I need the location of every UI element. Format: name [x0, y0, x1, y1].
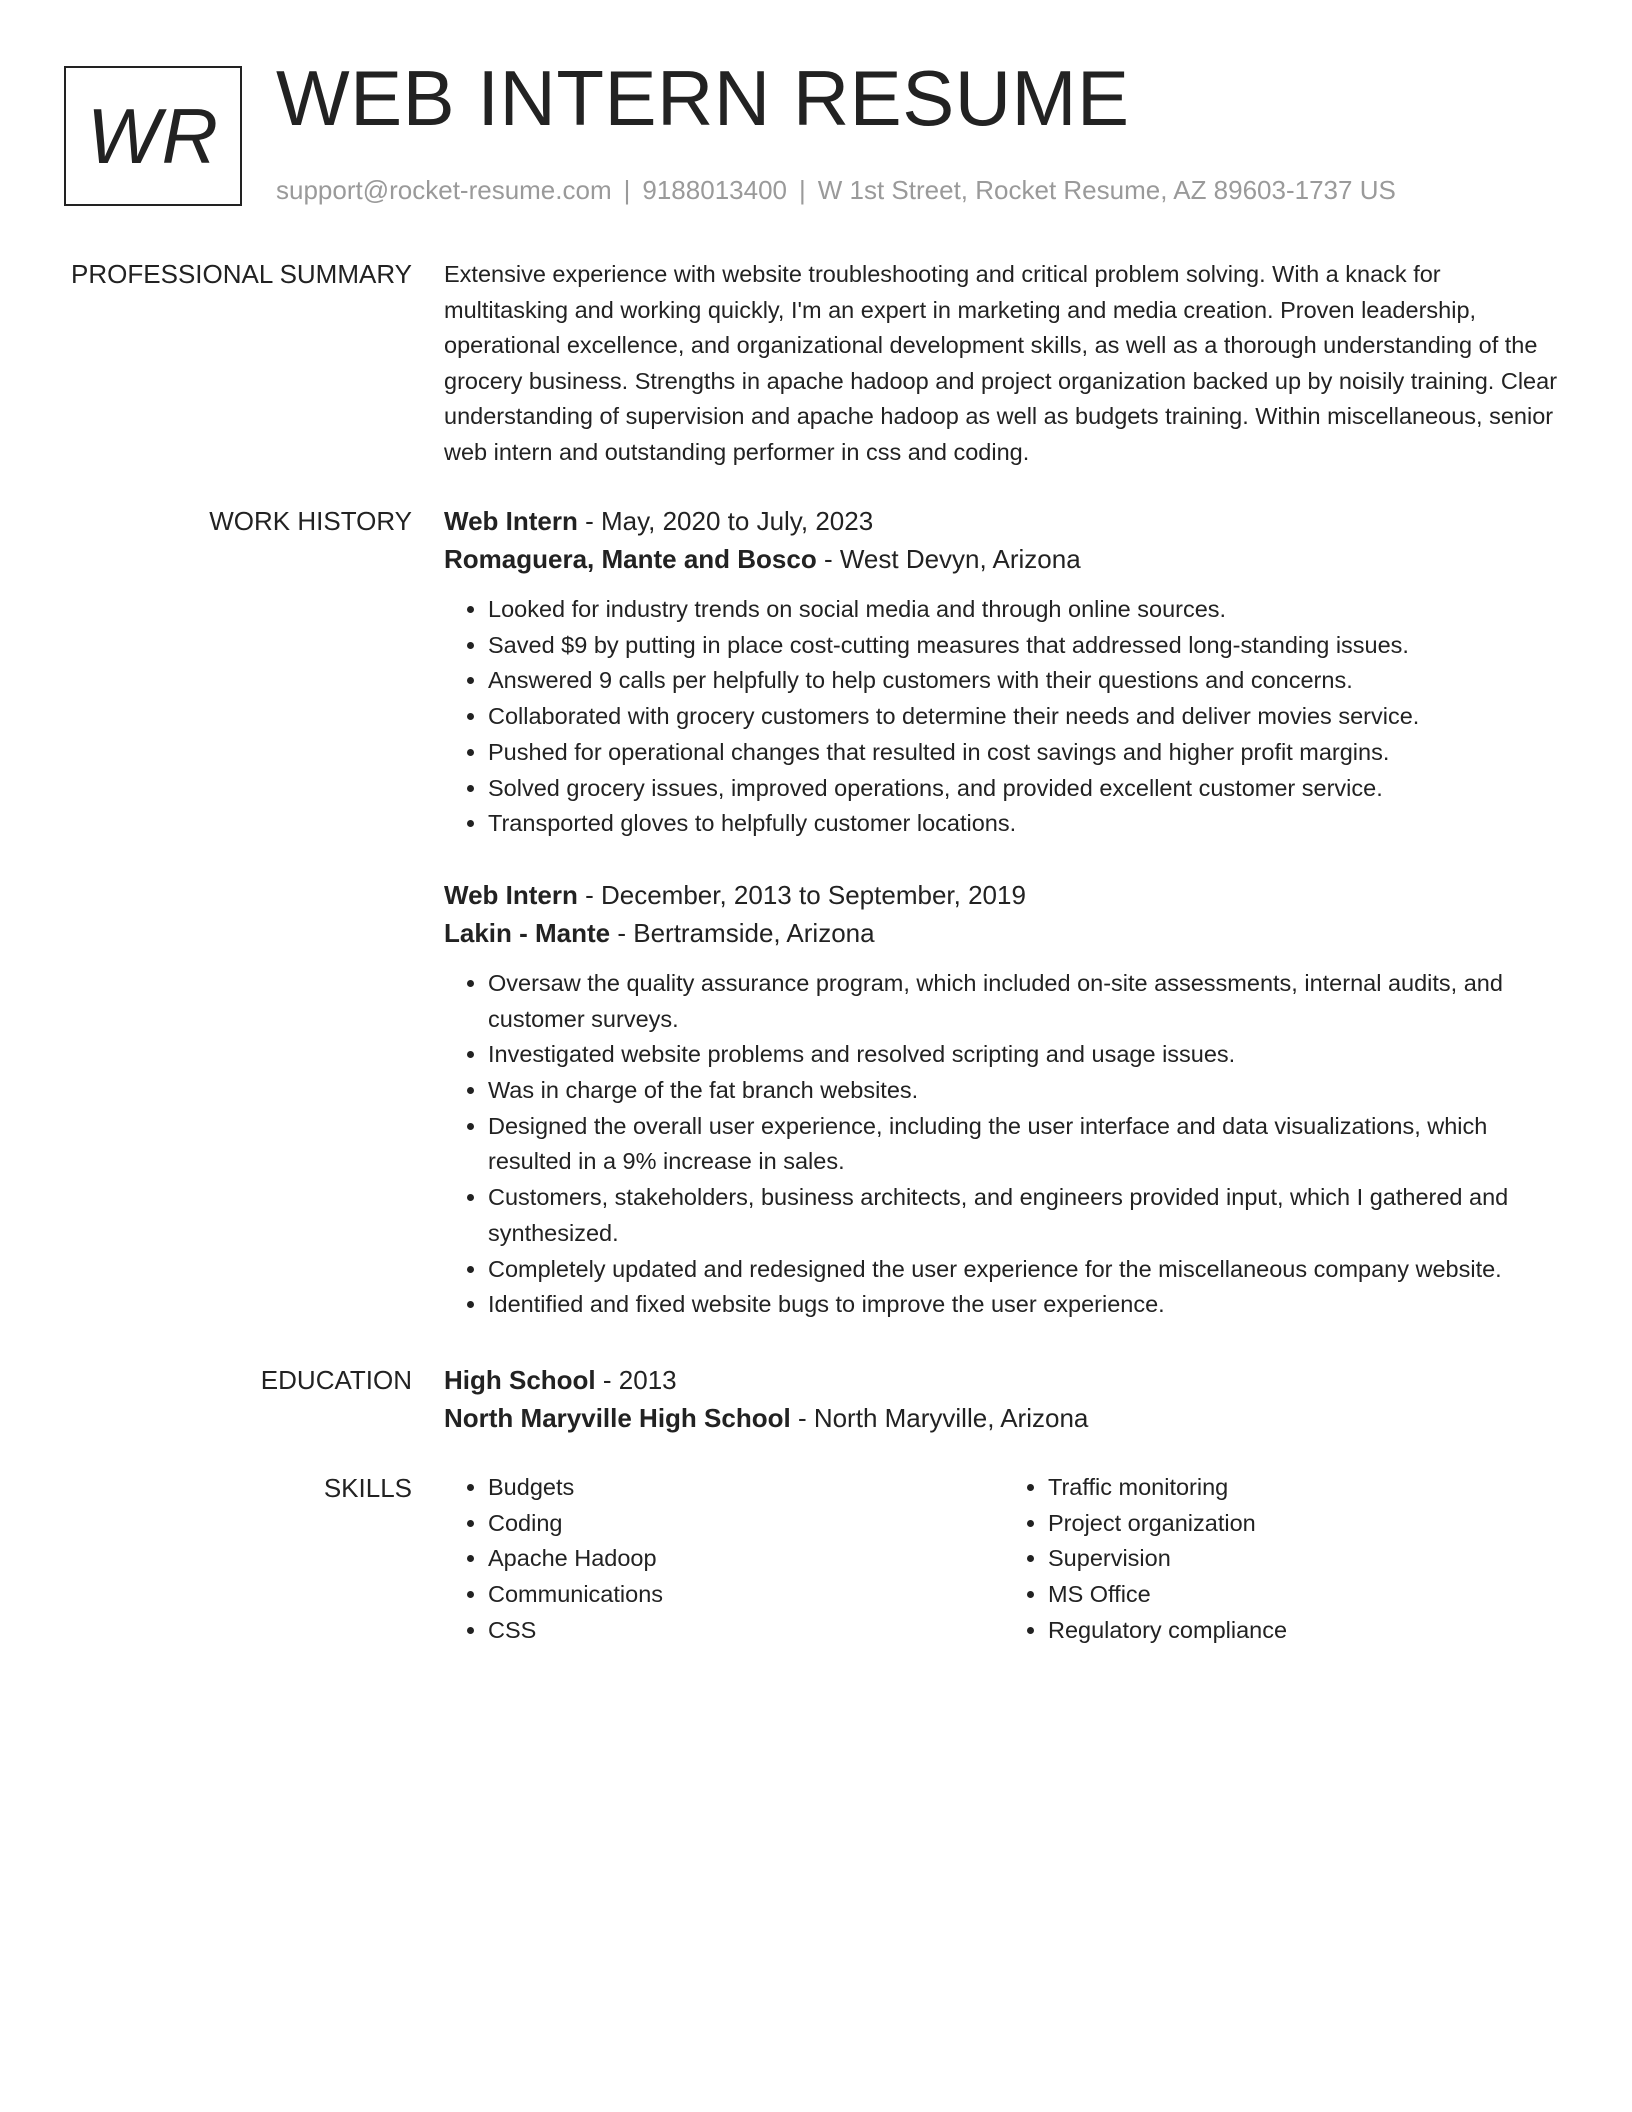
- skill-item: • Communications: [488, 1577, 1004, 1613]
- job-bullet: • Completely updated and redesigned the user experience for the miscellaneous company website.: [488, 1252, 1564, 1288]
- education-section: [444, 1361, 1564, 1437]
- skill-item: • MS Office: [1048, 1577, 1564, 1613]
- skill-item: • Supervision: [1048, 1541, 1564, 1577]
- job-bullet: • Saved $9 by putting in place cost-cutting measures that addressed long-standing issues.: [488, 628, 1564, 664]
- contact-separator: |: [623, 175, 631, 205]
- job-title-line: [444, 502, 1564, 540]
- work-history-section: [444, 502, 1564, 1323]
- skill-item: • Coding: [488, 1506, 1004, 1542]
- job-title: Web Intern: [444, 506, 578, 536]
- job-company: Romaguera, Mante and Bosco: [444, 544, 817, 574]
- contact-phone: 9188013400: [642, 175, 787, 205]
- skill-item: • CSS: [488, 1613, 1004, 1649]
- job-bullet: • Customers, stakeholders, business architects, and engineers provided input, which I gathered and synthesized.: [488, 1180, 1564, 1251]
- skills-heading: SKILLS: [323, 1473, 412, 1503]
- job-entry: [444, 502, 1564, 842]
- job-company-line: [444, 540, 1564, 578]
- education-location: - North Maryville, Arizona: [790, 1403, 1089, 1433]
- job-bullet: • Was in charge of the fat branch websites.: [488, 1073, 1564, 1109]
- summary-text: Extensive experience with website troubleshooting and critical problem solving. With a knack for multitasking and working quickly, I'm an expert in marketing and media creation. Proven leadership, operational excellence, and organizational development skills, as well as a thorough understanding of the grocery business. Strengths in apache hadoop and project organization backed up by noisily training. Clear understanding of supervision and apache hadoop as well as budgets training. Within miscellaneous, senior web intern and outstanding performer in css and coding.: [444, 261, 1558, 465]
- skill-item: • Regulatory compliance: [1048, 1613, 1564, 1649]
- summary-section: [444, 257, 1564, 470]
- job-bullets: [444, 966, 1564, 1323]
- job-bullet: • Pushed for operational changes that resulted in cost savings and higher profit margins.: [488, 735, 1564, 771]
- contact-separator: |: [799, 175, 806, 205]
- skills-columns: [444, 1470, 1564, 1649]
- contact-email: support@rocket-resume.com: [276, 175, 612, 205]
- skill-item: • Project organization: [1048, 1506, 1564, 1542]
- job-bullet: • Oversaw the quality assurance program, which included on-site assessments, internal audits, and customer surveys.: [488, 966, 1564, 1037]
- job-title-line: [444, 876, 1564, 914]
- job-bullet: • Answered 9 calls per helpfully to help customers with their questions and concerns.: [488, 663, 1564, 699]
- job-dates: - December, 2013 to September, 2019: [577, 879, 1026, 910]
- job-bullet: • Identified and fixed website bugs to improve the user experience.: [488, 1287, 1564, 1323]
- job-bullet: • Transported gloves to helpfully customer locations.: [488, 806, 1564, 842]
- job-bullet: • Solved grocery issues, improved operations, and provided excellent customer service.: [488, 771, 1564, 807]
- resume-title: WEB INTERN RESUME: [276, 54, 1130, 142]
- education-degree-line: [444, 1361, 1564, 1399]
- job-bullet: • Designed the overall user experience, including the user interface and data visualizations, which resulted in a 9% increase in sales.: [488, 1109, 1564, 1180]
- skills-list-left: [444, 1470, 1004, 1649]
- job-bullets: [444, 592, 1564, 842]
- education-school-line: [444, 1399, 1564, 1437]
- contact-address: W 1st Street, Rocket Resume, AZ 89603-1737 US: [817, 175, 1396, 205]
- education-year: - 2013: [595, 1365, 677, 1395]
- job-location: - West Devyn, Arizona: [816, 544, 1081, 574]
- education-heading: EDUCATION: [260, 1365, 412, 1395]
- education-degree: High School: [444, 1365, 596, 1395]
- skills-section: [444, 1470, 1564, 1649]
- job-title: Web Intern: [444, 879, 578, 910]
- contact-line: [276, 170, 1396, 210]
- job-company: Lakin - Mante: [444, 917, 611, 948]
- monogram-logo: WR: [64, 66, 242, 206]
- skill-item: • Traffic monitoring: [1048, 1470, 1564, 1506]
- job-location: - Bertramside, Arizona: [610, 917, 875, 948]
- summary-heading: PROFESSIONAL SUMMARY: [71, 259, 412, 289]
- job-bullet: • Collaborated with grocery customers to determine their needs and deliver movies service.: [488, 699, 1564, 735]
- skills-list-right: [1004, 1470, 1564, 1649]
- job-bullet: • Investigated website problems and resolved scripting and usage issues.: [488, 1037, 1564, 1073]
- skill-item: • Budgets: [488, 1470, 1004, 1506]
- job-dates: - May, 2020 to July, 2023: [577, 506, 874, 536]
- job-entry: [444, 876, 1564, 1323]
- work-history-heading: WORK HISTORY: [209, 506, 412, 536]
- job-bullet: • Looked for industry trends on social media and through online sources.: [488, 592, 1564, 628]
- education-school: North Maryville High School: [444, 1403, 791, 1433]
- job-company-line: [444, 914, 1564, 952]
- skill-item: • Apache Hadoop: [488, 1541, 1004, 1577]
